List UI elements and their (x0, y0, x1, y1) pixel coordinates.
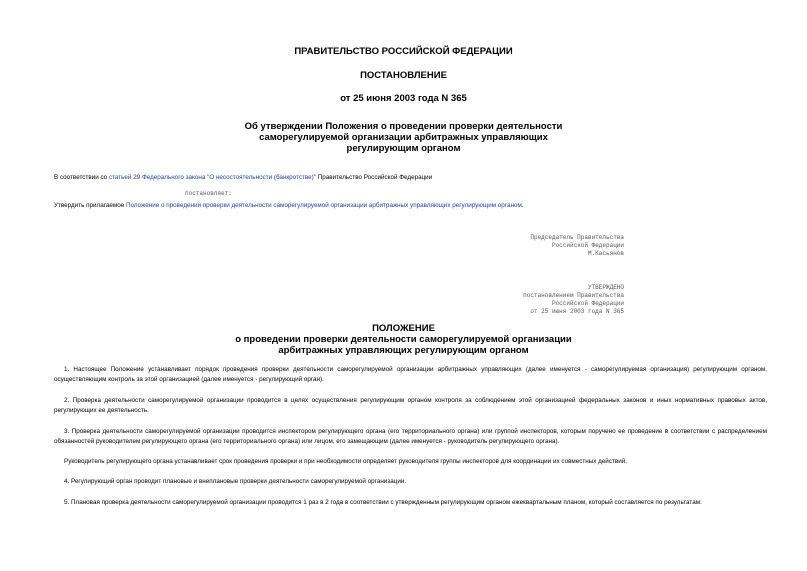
signature-line: Председатель Правительства (530, 234, 624, 241)
regulation-link[interactable]: Положение о проведении проверки деятельности саморегулируемой организации арбитражных управляющих регулирующим органом (125, 202, 522, 209)
stamp-line: Российской Федерации (551, 300, 624, 307)
stamp-line: УТВЕРЖДЕНО (587, 284, 624, 291)
approve-clause (54, 201, 524, 211)
title-line: Об утверждении Положения о проведении проверки деятельности (244, 121, 563, 132)
paragraph-4: 4. Регулирующий орган проводит плановые и внеплановые проверки деятельности саморегулируемой организации. (64, 478, 407, 485)
regulation-title-line: о проведении проверки деятельности саморегулируемой организации (235, 334, 572, 345)
paragraph-3: 3. Проверка деятельности саморегулируемой организации проводится инспектором регулирующего органа (его территориального органа) или группой инспекторов, которым поручено ее проведение в соответствии с распределением обязанностей руководителем регулирующего органа (его территориального органа) или лицом, его замещающим (далее именуется - руководитель регулирующего органа). (54, 428, 767, 445)
paragraph-1: 1. Настоящее Положение устанавливает порядок проведения проверки деятельности саморегулируемой организации арбитражных управляющих (далее именуется - саморегулируемая организация) регулирующим органом, осуществляющим контроль за этой организацией (далее именуется - регулирующий орган). (54, 366, 767, 383)
preamble-prefix: В соответствии со (54, 174, 109, 181)
approved-stamp (523, 284, 624, 316)
law-article-link[interactable]: статьей 29 Федерального закона "О несостоятельности (банкротстве)" (108, 174, 316, 181)
document-title (0, 121, 807, 154)
paragraph-3-continuation: Руководитель регулирующего органа устанавливает срок проведения проверки и при необходимости определяет руководителя группы инспекторов для координации их совместных действий. (64, 458, 627, 465)
stamp-line: от 25 июня 2003 года N 365 (530, 308, 624, 315)
government-heading: ПРАВИТЕЛЬСТВО РОССИЙСКОЙ ФЕДЕРАЦИИ (294, 46, 513, 57)
preamble-suffix: Правительство Российской Федерации (315, 174, 433, 181)
doc-type-heading: ПОСТАНОВЛЕНИЕ (360, 70, 447, 81)
regulation-title-line: ПОЛОЖЕНИЕ (372, 323, 435, 334)
signature-block (530, 234, 624, 258)
regulation-title (0, 323, 807, 356)
title-line: регулирующим органом (346, 143, 461, 154)
resolves-word: постановляет: (185, 190, 232, 197)
approve-prefix: Утвердить прилагаемое (54, 202, 126, 209)
stamp-line: постановлением Правительства (523, 292, 624, 299)
preamble (54, 173, 432, 183)
signature-name: М.Касьянов (587, 250, 624, 257)
paragraph-5: 5. Плановая проверка деятельности саморегулируемой организации проводится 1 раз в 2 года в соответствии с утвержденным регулирующим органом ежеквартальным планом, который составляется по результатам: (64, 499, 702, 506)
approve-suffix: . (521, 202, 524, 209)
regulation-title-line: арбитражных управляющих регулирующим органом (278, 345, 529, 356)
signature-line: Российской Федерации (551, 242, 624, 249)
date-number: от 25 июня 2003 года N 365 (340, 93, 467, 104)
paragraph-2: 2. Проверка деятельности саморегулируемой организации проводится в целях осуществления регулирующим органом контроля за соблюдением этой организацией федеральных законов и иных нормативных правовых актов, регулирующих ее деятельность. (54, 397, 767, 414)
title-line: саморегулируемой организации арбитражных управляющих (259, 132, 548, 143)
